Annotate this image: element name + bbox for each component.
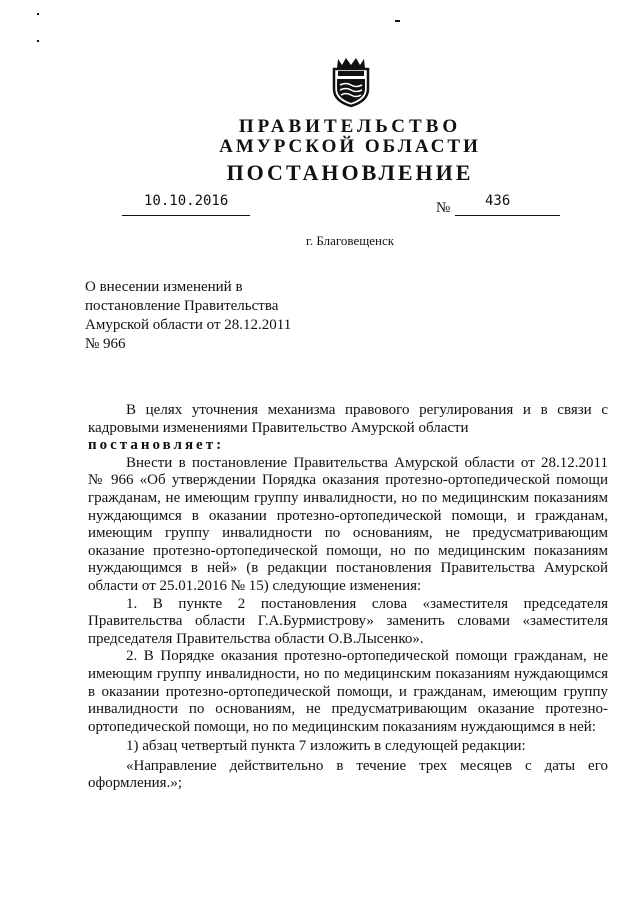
government-title: ПРАВИТЕЛЬСТВО xyxy=(238,116,462,137)
document-number: 436 xyxy=(485,193,511,209)
paragraph-item-1: 1. В пункте 2 постановления слова «заместителя председателя Правительства области Г.А.Бурмистрову» заменить словами «заместителя председателя Правительства области О.В.Лысенко». xyxy=(88,595,608,647)
document-date: 10.10.2016 xyxy=(144,193,229,209)
document-type: ПОСТАНОВЛЕНИЕ xyxy=(226,160,474,185)
region-title: АМУРСКОЙ ОБЛАСТИ xyxy=(219,136,481,157)
paragraph-item-2: 2. В Порядке оказания протезно-ортопедической помощи гражданам, не имеющим группу инвалидности, но по медицинским показаниям нуждающимся в оказании протезно-ортопедической помощи, и гражданам, имеющим группу инвалидности по основаниям, не предусматривающим оказание протезно-ортопедической помощи, но по медицинским показаниям нуждающимся в ней: xyxy=(88,648,608,735)
number-sign: № xyxy=(436,200,451,216)
scan-mark xyxy=(395,20,400,22)
subject-line: Амурской области от 28.12.2011 xyxy=(85,317,292,333)
city-name: г. Благовещенск xyxy=(305,233,395,248)
subject-line: О внесении изменений в xyxy=(85,279,243,295)
scan-mark xyxy=(37,13,39,15)
subject-line: постановление Правительства xyxy=(85,298,279,314)
document-subject xyxy=(85,278,345,354)
coat-of-arms-emblem xyxy=(330,55,372,107)
date-underline xyxy=(122,215,250,216)
subject-line: № 966 xyxy=(85,336,126,352)
paragraph-main: Внести в постановление Правительства Амурской области от 28.12.2011 № 966 «Об утверждении Порядка оказания протезно-ортопедической помощи гражданам, не имеющим группу инвалидности, но по медицинским показаниям нуждающимся в оказании протезно-ортопедической помощи, и гражданам, имеющим группу инвалидности по основаниям, не предусматривающим оказание протезно-ортопедической помощи, но по медицинским показаниям нуждающимся в ней» (в редакции постановления Правительства Амурской области от 25.01.2016 № 15) следующие изменения: xyxy=(88,454,608,594)
scan-mark xyxy=(37,40,39,42)
document-body xyxy=(88,400,608,793)
resolves-word: постановляет: xyxy=(88,437,225,454)
paragraph-quote: «Направление действительно в течение трех месяцев с даты его оформления.»; xyxy=(88,757,608,792)
paragraph-subitem-1: 1) абзац четвертый пункта 7 изложить в следующей редакции: xyxy=(126,738,526,755)
intro-paragraph: В целях уточнения механизма правового регулирования и в связи с кадровыми изменениями Правительство Амурской области xyxy=(88,402,608,436)
number-underline xyxy=(455,215,560,216)
